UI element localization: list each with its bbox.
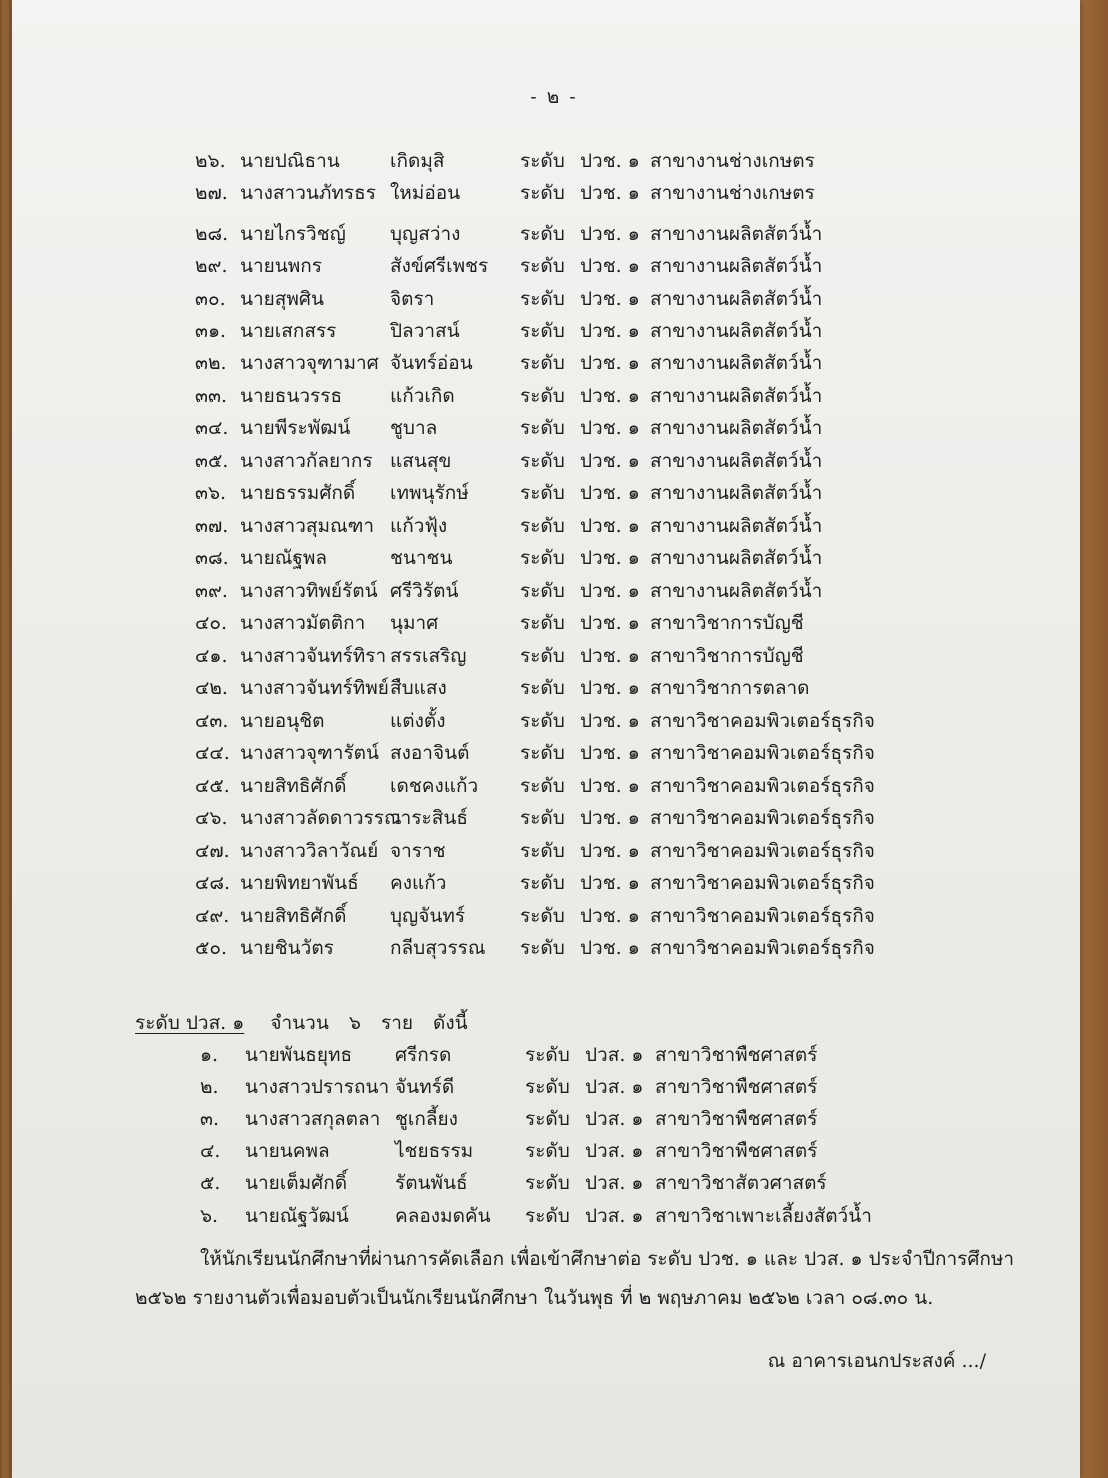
program-name: ปวช. ๑ (580, 352, 640, 374)
major-name: สาขาวิชาคอมพิวเตอร์ธุรกิจ (650, 840, 875, 862)
student-name: นายสุพศิน (240, 288, 324, 310)
student-surname: ศรีกรด (395, 1044, 452, 1066)
row-number: ๓๖. (195, 482, 227, 504)
program-name: ปวช. ๑ (580, 905, 640, 927)
student-name: นายชินวัตร (240, 937, 334, 959)
row-number: ๑. (200, 1044, 219, 1066)
student-name: นายธนวรรธ (240, 385, 343, 407)
program-name: ปวส. ๑ (585, 1108, 644, 1130)
student-surname: ไชยธรรม (395, 1140, 474, 1162)
major-name: สาขางานผลิตสัตว์น้ำ (650, 482, 823, 504)
student-name: นางสาวมัตติกา (240, 612, 366, 634)
program-name: ปวช. ๑ (580, 612, 640, 634)
level-label: ระดับ (525, 1076, 570, 1098)
major-name: สาขางานผลิตสัตว์น้ำ (650, 515, 823, 537)
level-label: ระดับ (520, 677, 565, 699)
major-name: สาขางานผลิตสัตว์น้ำ (650, 255, 823, 277)
row-number: ๓. (200, 1108, 220, 1130)
level-label: ระดับ (520, 742, 565, 764)
student-name: นายณัฐวัฒน์ (245, 1205, 349, 1227)
student-name: นายนคพล (245, 1140, 330, 1162)
level-label: ระดับ (520, 547, 565, 569)
level-label: ระดับ (520, 482, 565, 504)
student-name: นายณัฐพล (240, 547, 328, 569)
program-name: ปวช. ๑ (580, 417, 640, 439)
major-name: สาขางานผลิตสัตว์น้ำ (650, 352, 823, 374)
row-number: ๓๙. (195, 580, 228, 602)
student-name: นายปณิธาน (240, 150, 340, 172)
level-label: ระดับ (520, 150, 565, 172)
major-name: สาขาวิชาคอมพิวเตอร์ธุรกิจ (650, 710, 875, 732)
student-name: นายสิทธิศักดิ์ (240, 775, 347, 797)
student-surname: จันทร์อ่อน (390, 352, 473, 374)
student-surname: จิตรา (390, 288, 435, 310)
section-count: ๖ (348, 1012, 361, 1034)
student-name: นายพิทยาพันธ์ (240, 872, 359, 894)
student-name: นางสาวจุฑารัตน์ (240, 742, 379, 764)
program-name: ปวช. ๑ (580, 742, 640, 764)
row-number: ๔๓. (195, 710, 229, 732)
student-surname: แต่งตั้ง (390, 710, 446, 732)
level-label: ระดับ (520, 352, 565, 374)
row-number: ๔. (200, 1140, 221, 1162)
major-name: สาขาวิชาสัตวศาสตร์ (655, 1172, 827, 1194)
program-name: ปวช. ๑ (580, 385, 640, 407)
section-suffix: ดังนี้ (433, 1012, 468, 1034)
major-name: สาขาวิชาพืชศาสตร์ (655, 1076, 818, 1098)
student-surname: แก้วฟุ้ง (390, 515, 448, 537)
level-label: ระดับ (525, 1205, 570, 1227)
row-number: ๔๑. (195, 645, 228, 667)
row-number: ๓๑. (195, 320, 227, 342)
program-name: ปวช. ๑ (580, 482, 640, 504)
row-number: ๓๔. (195, 417, 229, 439)
program-name: ปวช. ๑ (580, 255, 640, 277)
row-number: ๕. (200, 1172, 221, 1194)
major-name: สาขางานผลิตสัตว์น้ำ (650, 450, 823, 472)
program-name: ปวช. ๑ (580, 450, 640, 472)
student-name: นายอนุชิต (240, 710, 325, 732)
section-count-label: จำนวน (270, 1012, 329, 1034)
program-name: ปวช. ๑ (580, 807, 640, 829)
announcement-line-2: ๒๕๖๒ รายงานตัวเพื่อมอบตัวเป็นนักเรียนนักศึกษา ในวันพุธ ที่ ๒ พฤษภาคม ๒๕๖๒ เวลา ๐๘.๓๐ น. (135, 1287, 934, 1309)
row-number: ๓๘. (195, 547, 229, 569)
continuation-text: ณ อาคารเอนกประสงค์ .../ (767, 1350, 986, 1372)
student-surname: สืบแสง (390, 677, 447, 699)
desk-right (1076, 0, 1108, 1478)
student-surname: ใหม่อ่อน (390, 182, 461, 204)
student-surname: สรรเสริญ (390, 645, 467, 667)
student-surname: บุญจันทร์ (390, 905, 466, 927)
row-number: ๒๗. (195, 182, 228, 204)
level-label: ระดับ (525, 1140, 570, 1162)
student-name: นายพันธยุทธ (245, 1044, 353, 1066)
level-label: ระดับ (520, 905, 565, 927)
major-name: สาขาวิชาเพาะเลี้ยงสัตว์น้ำ (655, 1205, 872, 1227)
row-number: ๒. (200, 1076, 219, 1098)
row-number: ๔๐. (195, 612, 228, 634)
level-label: ระดับ (525, 1044, 570, 1066)
row-number: ๔๘. (195, 872, 231, 894)
major-name: สาขางานผลิตสัตว์น้ำ (650, 288, 823, 310)
student-name: นางสาวนภัทรธร (240, 182, 376, 204)
major-name: สาขาวิชาพืชศาสตร์ (655, 1044, 818, 1066)
student-surname: ชนาชน (390, 547, 453, 569)
row-number: ๔๗. (195, 840, 230, 862)
program-name: ปวช. ๑ (580, 645, 640, 667)
student-name: นางสาวลัดดาวรรณ (240, 807, 402, 829)
student-name: นางสาวจันทร์ทิพย์ (240, 677, 389, 699)
student-name: นายนพกร (240, 255, 323, 277)
program-name: ปวช. ๑ (580, 547, 640, 569)
section-heading-pvs (135, 1008, 482, 1038)
student-surname: เกิดมุสิ (390, 150, 445, 172)
program-name: ปวช. ๑ (580, 677, 640, 699)
program-name: ปวช. ๑ (580, 515, 640, 537)
row-number: ๒๙. (195, 255, 228, 277)
major-name: สาขางานผลิตสัตว์น้ำ (650, 580, 823, 602)
program-name: ปวช. ๑ (580, 223, 640, 245)
student-surname: สังข์ศรีเพชร (390, 255, 489, 277)
program-name: ปวช. ๑ (580, 872, 640, 894)
student-name: นางสาวจันทร์ทิรา (240, 645, 387, 667)
student-surname: จันทร์ดี (395, 1076, 455, 1098)
level-label: ระดับ (520, 450, 565, 472)
level-label: ระดับ (520, 840, 565, 862)
major-name: สาขาวิชาการตลาด (650, 677, 810, 699)
student-surname: บุญสว่าง (390, 223, 461, 245)
student-surname: นุมาศ (390, 612, 439, 634)
level-label: ระดับ (525, 1172, 570, 1194)
student-surname: ปิลวาสน์ (390, 320, 460, 342)
level-label: ระดับ (520, 775, 565, 797)
major-name: สาขางานผลิตสัตว์น้ำ (650, 320, 823, 342)
level-label: ระดับ (520, 515, 565, 537)
major-name: สาขาวิชาพืชศาสตร์ (655, 1140, 818, 1162)
level-label: ระดับ (520, 612, 565, 634)
level-label: ระดับ (520, 320, 565, 342)
student-surname: แสนสุข (390, 450, 452, 472)
student-name: นายธรรมศักดิ์ (240, 482, 356, 504)
student-surname: วาระสินธ์ (390, 807, 468, 829)
student-name: นางสาวสกุลตลา (245, 1108, 381, 1130)
level-label: ระดับ (520, 645, 565, 667)
program-name: ปวช. ๑ (580, 840, 640, 862)
program-name: ปวช. ๑ (580, 288, 640, 310)
page-number: - ๒ - (530, 86, 578, 108)
level-label: ระดับ (520, 872, 565, 894)
major-name: สาขางานช่างเกษตร (650, 150, 815, 172)
student-surname: แก้วเกิด (390, 385, 455, 407)
student-surname: เทพนุรักษ์ (390, 482, 469, 504)
major-name: สาขาวิชาคอมพิวเตอร์ธุรกิจ (650, 872, 875, 894)
row-number: ๓๐. (195, 288, 226, 310)
student-surname: เดชคงแก้ว (390, 775, 479, 797)
section-unit: ราย (380, 1012, 413, 1034)
level-label: ระดับ (520, 288, 565, 310)
row-number: ๖. (200, 1205, 219, 1227)
student-name: นายเสกสรร (240, 320, 337, 342)
program-name: ปวส. ๑ (585, 1205, 644, 1227)
row-number: ๓๕. (195, 450, 229, 472)
program-name: ปวช. ๑ (580, 937, 640, 959)
major-name: สาขางานผลิตสัตว์น้ำ (650, 223, 823, 245)
announcement-line-1: ให้นักเรียนนักศึกษาที่ผ่านการคัดเลือก เพื่อเข้าศึกษาต่อ ระดับ ปวช. ๑ และ ปวส. ๑ ประจำปีการศึกษา (200, 1248, 1015, 1270)
row-number: ๒๘. (195, 223, 229, 245)
level-label: ระดับ (525, 1108, 570, 1130)
level-label: ระดับ (520, 710, 565, 732)
program-name: ปวช. ๑ (580, 710, 640, 732)
level-label: ระดับ (520, 580, 565, 602)
row-number: ๓๗. (195, 515, 229, 537)
major-name: สาขาวิชาคอมพิวเตอร์ธุรกิจ (650, 775, 875, 797)
row-number: ๔๙. (195, 905, 230, 927)
student-surname: จาราช (390, 840, 446, 862)
student-name: นางสาวปรารถนา (245, 1076, 390, 1098)
major-name: สาขางานผลิตสัตว์น้ำ (650, 385, 823, 407)
student-name: นางสาวสุมณฑา (240, 515, 375, 537)
row-number: ๕๐. (195, 937, 228, 959)
student-surname: ชูบาล (390, 417, 438, 439)
student-name: นายพีระพัฒน์ (240, 417, 351, 439)
student-name: นางสาววิลาวัณย์ (240, 840, 379, 862)
level-label: ระดับ (520, 807, 565, 829)
major-name: สาขาวิชาคอมพิวเตอร์ธุรกิจ (650, 807, 875, 829)
program-name: ปวช. ๑ (580, 775, 640, 797)
major-name: สาขาวิชาพืชศาสตร์ (655, 1108, 818, 1130)
program-name: ปวช. ๑ (580, 580, 640, 602)
student-surname: ศรีวิรัตน์ (390, 580, 459, 602)
row-number: ๔๕. (195, 775, 230, 797)
row-number: ๓๒. (195, 352, 227, 374)
student-surname: สงอาจินต์ (390, 742, 470, 764)
student-name: นางสาวทิพย์รัตน์ (240, 580, 378, 602)
student-surname: กลีบสุวรรณ (390, 937, 486, 959)
student-surname: คงแก้ว (390, 872, 447, 894)
row-number: ๔๖. (195, 807, 228, 829)
row-number: ๓๓. (195, 385, 228, 407)
row-number: ๒๖. (195, 150, 226, 172)
major-name: สาขาวิชาคอมพิวเตอร์ธุรกิจ (650, 905, 875, 927)
program-name: ปวส. ๑ (585, 1044, 644, 1066)
program-name: ปวช. ๑ (580, 150, 640, 172)
student-name: นางสาวจุฑามาศ (240, 352, 379, 374)
section-level: ระดับ ปวส. ๑ (135, 1012, 245, 1034)
row-number: ๔๒. (195, 677, 228, 699)
student-surname: ชูเกลี้ยง (395, 1108, 458, 1130)
program-name: ปวช. ๑ (580, 320, 640, 342)
major-name: สาขาวิชาการบัญชี (650, 612, 804, 634)
level-label: ระดับ (520, 182, 565, 204)
student-name: นายไกรวิชญ์ (240, 223, 346, 245)
major-name: สาขาวิชาคอมพิวเตอร์ธุรกิจ (650, 742, 875, 764)
major-name: สาขางานช่างเกษตร (650, 182, 815, 204)
level-label: ระดับ (520, 385, 565, 407)
program-name: ปวส. ๑ (585, 1172, 644, 1194)
student-name: นายสิทธิศักดิ์ (240, 905, 347, 927)
major-name: สาขางานผลิตสัตว์น้ำ (650, 547, 823, 569)
major-name: สาขางานผลิตสัตว์น้ำ (650, 417, 823, 439)
level-label: ระดับ (520, 417, 565, 439)
level-label: ระดับ (520, 223, 565, 245)
student-surname: รัตนพันธ์ (395, 1172, 468, 1194)
program-name: ปวช. ๑ (580, 182, 640, 204)
major-name: สาขาวิชาการบัญชี (650, 645, 804, 667)
level-label: ระดับ (520, 255, 565, 277)
student-surname: คลองมดคัน (395, 1205, 491, 1227)
row-number: ๔๔. (195, 742, 230, 764)
level-label: ระดับ (520, 937, 565, 959)
student-name: นายเต็มศักดิ์ (245, 1172, 348, 1194)
program-name: ปวส. ๑ (585, 1140, 644, 1162)
student-name: นางสาวกัลยากร (240, 450, 373, 472)
program-name: ปวส. ๑ (585, 1076, 644, 1098)
major-name: สาขาวิชาคอมพิวเตอร์ธุรกิจ (650, 937, 875, 959)
